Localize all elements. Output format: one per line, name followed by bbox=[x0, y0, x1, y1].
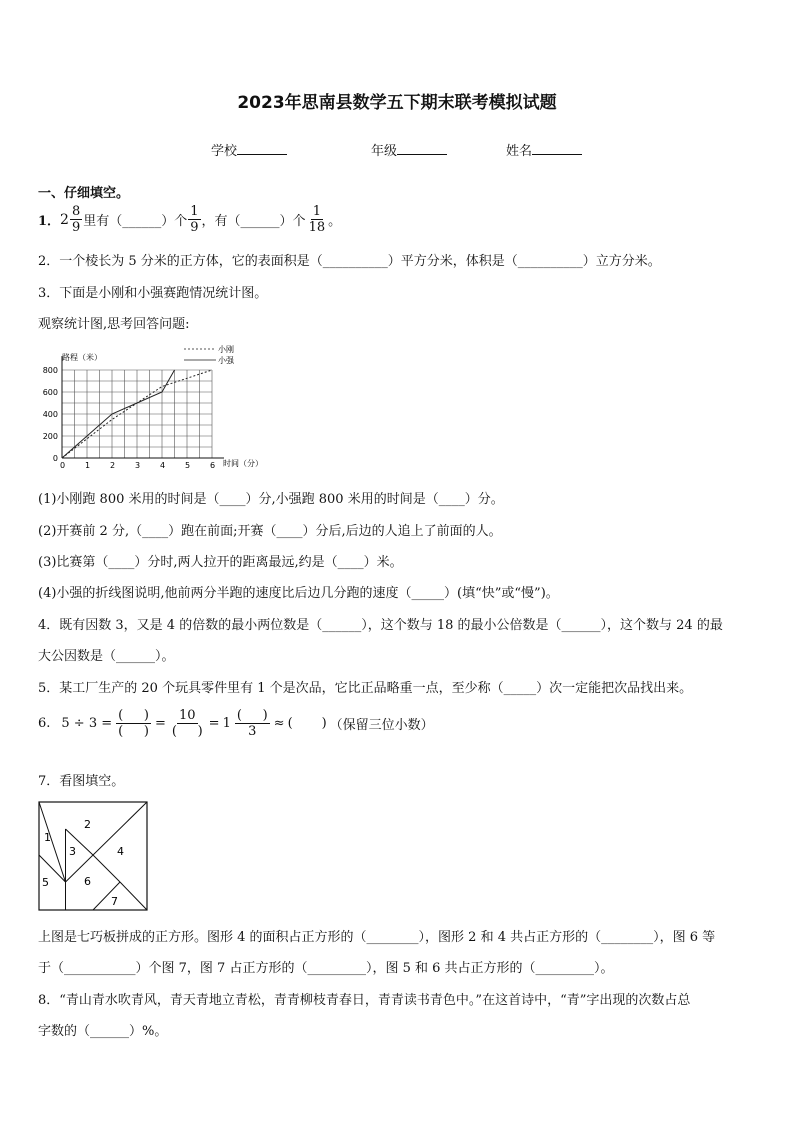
name-label: 姓名 bbox=[506, 144, 533, 159]
q6-fraction-2[interactable]: $\frac{10}{( )}$ bbox=[171, 708, 203, 739]
y-tick-label: 600 bbox=[42, 388, 58, 397]
q6-answer-blank[interactable]: ( ) bbox=[287, 716, 327, 731]
question-4-line-2: 大公因数是（______）。 bbox=[38, 649, 175, 664]
q1-number: 1． bbox=[38, 214, 61, 229]
question-3-sub-1: (1)小刚跑 800 米用的时间是（____）分,小强跑 800 米用的时间是（____）分。 bbox=[38, 492, 504, 507]
legend-label-xiaoqiang: 小强 bbox=[218, 356, 234, 365]
x-tick-label: 2 bbox=[110, 461, 116, 470]
legend-label-xiaogang: 小刚 bbox=[218, 345, 234, 354]
x-tick-label: 1 bbox=[85, 461, 91, 470]
question-8-line-1: 8．“青山青水吹青风，青天青地立青松，青青柳枝青春日，青青读书青色中。”在这首诗中，“青”字出现的次数占总 bbox=[38, 993, 691, 1008]
question-7-line-1: 上图是七巧板拼成的正方形。图形 4 的面积占正方形的（________），图形 2 和 4 共占正方形的（________），图 6 等 bbox=[38, 930, 716, 945]
y-tick-label: 0 bbox=[52, 454, 58, 463]
question-3-sub-3: (3)比赛第（____）分时,两人拉开的距离最远,约是（____）米。 bbox=[38, 555, 403, 570]
name-blank[interactable] bbox=[532, 142, 582, 155]
tangram-label-7: 7 bbox=[111, 895, 118, 908]
question-3-sub-2: (2)开赛前 2 分,（____）跑在前面;开赛（____）分后,后边的人追上了前面的人。 bbox=[38, 524, 502, 539]
x-tick-label: 3 bbox=[135, 461, 141, 470]
q6-fraction-1[interactable]: $\frac{( )}{( )}$ bbox=[118, 708, 149, 739]
question-4-line-1: 4．既有因数 3，又是 4 的倍数的最小两位数是（______），这个数与 18 的最小公倍数是（______），这个数与 24 的最 bbox=[38, 618, 723, 633]
chart-xlabel: 时间（分） bbox=[223, 459, 263, 468]
q6-whole: 1 bbox=[222, 716, 231, 731]
q1-fraction-2: $\frac{1}{18}$ bbox=[308, 204, 326, 235]
q6-note: （保留三位小数） bbox=[329, 718, 434, 733]
tangram-label-4: 4 bbox=[117, 845, 124, 858]
q6-fraction-3[interactable]: $\frac{( )}{3}$ bbox=[236, 708, 268, 739]
name-field[interactable] bbox=[506, 140, 582, 159]
tangram-label-1: 1 bbox=[44, 831, 51, 844]
x-tick-label: 4 bbox=[160, 461, 166, 470]
grade-label: 年级 bbox=[371, 144, 398, 159]
x-tick-label: 5 bbox=[185, 461, 191, 470]
q6-expression: 5 ÷ 3 = bbox=[61, 716, 113, 731]
tangram-label-5: 5 bbox=[42, 876, 49, 889]
y-tick-label: 200 bbox=[42, 432, 58, 441]
question-3: 3．下面是小刚和小强赛跑情况统计图。 bbox=[38, 286, 268, 301]
x-tick-label: 6 bbox=[210, 461, 216, 470]
school-field[interactable] bbox=[211, 140, 287, 159]
x-tick-label: 0 bbox=[60, 461, 66, 470]
page-title: 2023年思南县数学五下期末联考模拟试题 bbox=[237, 93, 557, 113]
q1-mixed-fraction: $\frac{8}{9}$ bbox=[71, 204, 81, 235]
question-8-line-2: 字数的（______）%。 bbox=[38, 1024, 168, 1039]
q1-mixed-whole: 2 bbox=[60, 211, 69, 228]
y-tick-label: 400 bbox=[42, 410, 58, 419]
q1-fraction-1: $\frac{1}{9}$ bbox=[190, 204, 199, 235]
school-label: 学校 bbox=[211, 144, 238, 159]
q1-text-b: ，有（______）个 bbox=[201, 214, 306, 229]
chart-grid bbox=[62, 356, 224, 458]
tangram-figure bbox=[38, 801, 150, 913]
grade-field[interactable] bbox=[371, 140, 447, 159]
y-tick-label: 800 bbox=[42, 366, 58, 375]
question-6: 6. 5 ÷ 3 = $\frac{( )}{( )}$ = $\frac{10}{( )}$ = 1 $\frac{( )}{3}$ ≈ ( ) （保留三位小数） bbox=[38, 708, 434, 739]
school-blank[interactable] bbox=[237, 142, 287, 155]
race-line-chart bbox=[36, 342, 276, 472]
question-5: 5．某工厂生产的 20 个玩具零件里有 1 个是次品，它比正品略重一点，至少称（_____）次一定能把次品找出来。 bbox=[38, 681, 693, 696]
question-3-sub-4: (4)小强的折线图说明,他前两分半跑的速度比后边几分跑的速度（_____）(填“快”或“慢”)。 bbox=[38, 586, 559, 601]
grade-blank[interactable] bbox=[397, 142, 447, 155]
tangram-label-3: 3 bbox=[69, 845, 76, 858]
tangram-label-2: 2 bbox=[84, 818, 91, 831]
q6-number: 6. bbox=[38, 716, 51, 731]
question-7: 7．看图填空。 bbox=[38, 774, 125, 789]
chart-ylabel: 路程（米） bbox=[62, 353, 102, 362]
question-7-line-2: 于（___________）个图 7，图 7 占正方形的（_________），图 5 和 6 共占正方形的（_________）。 bbox=[38, 961, 614, 976]
question-3-instruction: 观察统计图,思考回答问题: bbox=[38, 317, 190, 332]
q1-text-c: 。 bbox=[328, 214, 342, 229]
chart-ticks bbox=[43, 366, 215, 470]
tangram-label-6: 6 bbox=[84, 875, 91, 888]
q1-text-a: 里有（______）个 bbox=[83, 214, 188, 229]
question-2: 2．一个棱长为 5 分米的正方体，它的表面积是（__________）平方分米，体积是（__________）立方分米。 bbox=[38, 254, 661, 269]
section-heading: 一、仔细填空。 bbox=[38, 186, 130, 201]
question-1 bbox=[38, 204, 341, 235]
